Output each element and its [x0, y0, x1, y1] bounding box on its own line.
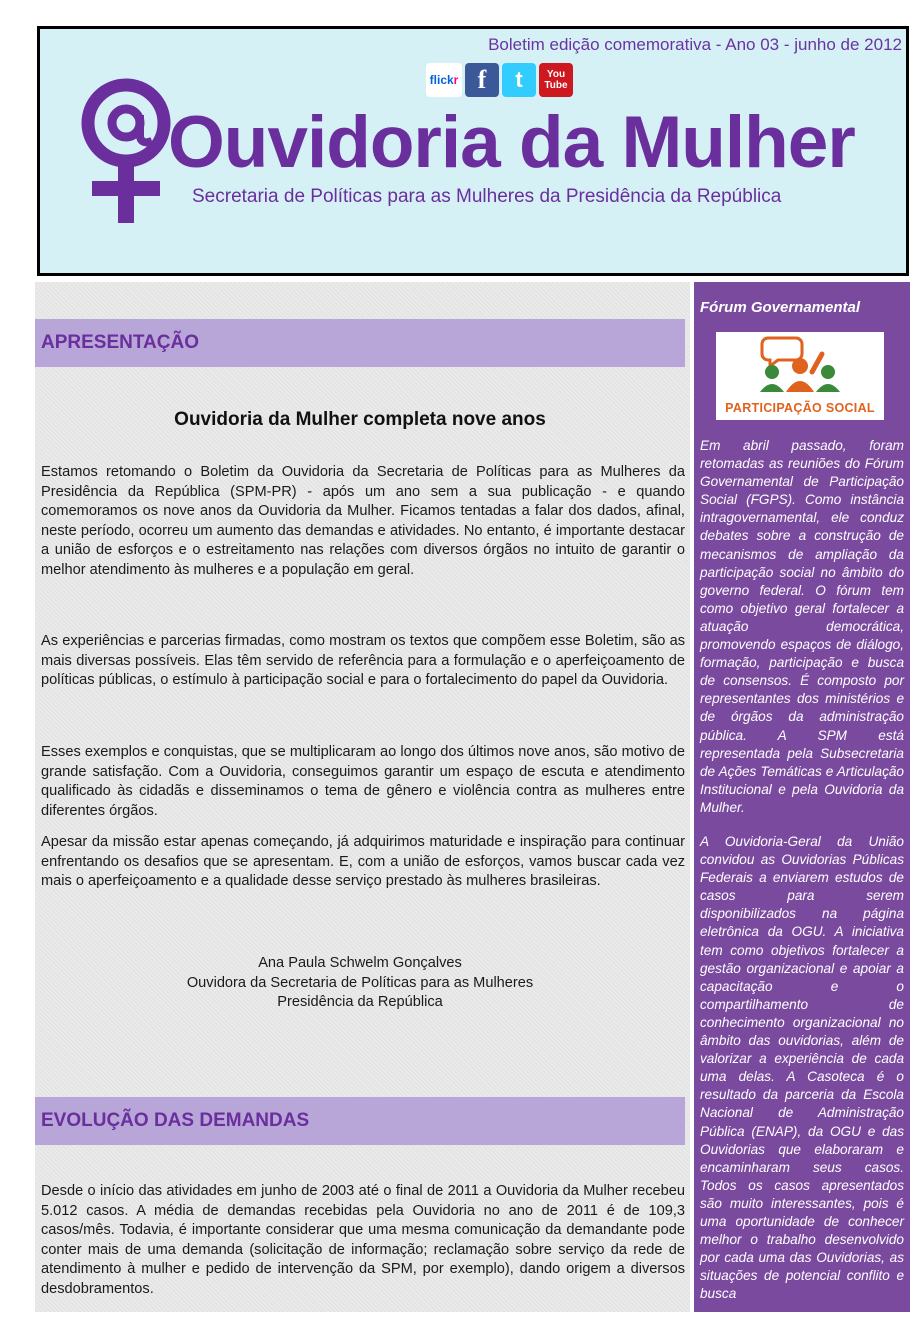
signature-name: Ana Paula Schwelm Gonçalves [258, 955, 462, 971]
paragraph: Esses exemplos e conquistas, que se multiplicaram ao longo dos últimos nove anos, são motivo de grande satisfação. Com a Ouvidoria, conseguimos garantir um espaço de escuta e atendimento qualificado às cidadãs e disseminamos o tema de gênero e violência contra as mulheres entre diferentes órgãos. [41, 744, 685, 819]
facebook-icon[interactable]: f [465, 63, 499, 97]
page-title: Ouvidoria da Mulher [168, 102, 855, 183]
social-links [426, 63, 573, 97]
signature [35, 954, 685, 1013]
article-title: Ouvidoria da Mulher completa nove anos [174, 409, 546, 430]
sidebar-paragraph: Em abril passado, foram retomadas as reuniões do Fórum Governamental de Participação Social (FGPS). Como instância intragovernamental, ele conduz debates sobre a construção de mecanismos de ampliação da participação social no âmbito do governo federal. O fórum tem como objetivo geral fortalecer a atuação democrática, promovendo espaços de diálogo, formação, participação e busca de consensos. É composto por representantes dos ministérios e de órgãos da administração pública. A SPM está representada pela Subsecretaria de Ações Temáticas e Articulação Institucional e pela Ouvidoria da Mulher. [700, 438, 904, 815]
signature-role: Ouvidora da Secretaria de Políticas para as Mulheres [186, 974, 534, 991]
paragraph: As experiências e parcerias firmadas, como mostram os textos que compõem esse Boletim, são as mais diversas possíveis. Elas têm servido de referência para a formulação e o aperfeiçoamento de políticas públicas, o estímulo à participação social e para o fortalecimento do papel da Ouvidoria. [41, 633, 685, 688]
twitter-icon[interactable]: t [502, 63, 536, 97]
main-column [35, 282, 690, 1312]
youtube-icon[interactable]: You Tube [539, 63, 573, 97]
edition-line: Boletim edição comemorativa - Ano 03 - junho de 2012 [488, 35, 902, 54]
section-heading-apresentacao: APRESENTAÇÃO [35, 319, 685, 367]
masthead [37, 26, 909, 276]
section-heading-evolucao: EVOLUÇÃO DAS DEMANDAS [35, 1097, 685, 1145]
sidebar [694, 282, 910, 1312]
sidebar-paragraph: A Ouvidoria-Geral da União convidou as Ouvidorias Públicas Federais a enviarem estudos de casos para serem disponibilizados na página eletrônica da OGU. A iniciativa tem como objetivos fortalecer a gestão organizacional e apoiar a capacitação e o compartilhamento de conhecimento organizacional no âmbito das ouvidorias, além de valorizar a experiência de cada uma delas. A Casoteca é o resultado da parceria da Escola Nacional de Administração Pública (ENAP), da OGU e das Ouvidorias que elaboraram e encaminharam seus casos. Todos os casos apresentados são muito interessantes, pois é uma oportunidade de conhecer melhor o trabalho desenvolvido por cada uma das Ouvidorias, as situações de potencial conflito e busca [700, 834, 904, 1302]
paragraph: Apesar da missão estar apenas começando, já adquirimos maturidade e inspiração para continuar enfrentando os desafios que se apresentam. E, com a união de esforços, vamos buscar cada vez mais o aperfeiçoamento e a qualidade desse serviço prestado às mulheres brasileiras. [41, 834, 685, 889]
signature-org: Presidência da República [277, 994, 443, 1010]
page-subtitle: Secretaria de Políticas para as Mulheres da Presidência da República [192, 186, 782, 207]
logo-caption: PARTICIPAÇÃO SOCIAL [725, 401, 875, 415]
participacao-social-logo [716, 332, 884, 420]
paragraph: Desde o início das atividades em junho de 2003 até o final de 2011 a Ouvidoria da Mulher recebeu 5.012 casos. A média de demandas recebidas pela Ouvidoria no ano de 2011 é de 109,3 casos/mês. Todavia, é importante considerar que uma mesma comunicação da demandante pode conter mais de uma demanda (solicitação de informação; reclamação sobre serviço da rede de atendimento à mulher e pedido de intervenção da SPM, por exemplo), dando origem a diversos desdobramentos. [41, 1183, 685, 1297]
sidebar-title: Fórum Governamental [700, 299, 861, 316]
female-symbol-at-icon [80, 75, 172, 225]
people-group-icon [716, 332, 884, 396]
flickr-icon[interactable]: flick r [426, 63, 462, 97]
paragraph: Estamos retomando o Boletim da Ouvidoria da Secretaria de Políticas para as Mulheres da Presidência da República (SPM-PR) - após um ano sem a sua publicação - e quando comemoramos os nove anos da Ouvidoria da Mulher. Ficamos tentadas a falar dos dados, afinal, neste período, ocorreu um aumento das demandas e atividades. No entanto, é importante destacar a união de esforços e o estreitamento nas relações com diversos órgãos no intuito de garantir o melhor atendimento às mulheres e a população em geral. [41, 464, 685, 578]
